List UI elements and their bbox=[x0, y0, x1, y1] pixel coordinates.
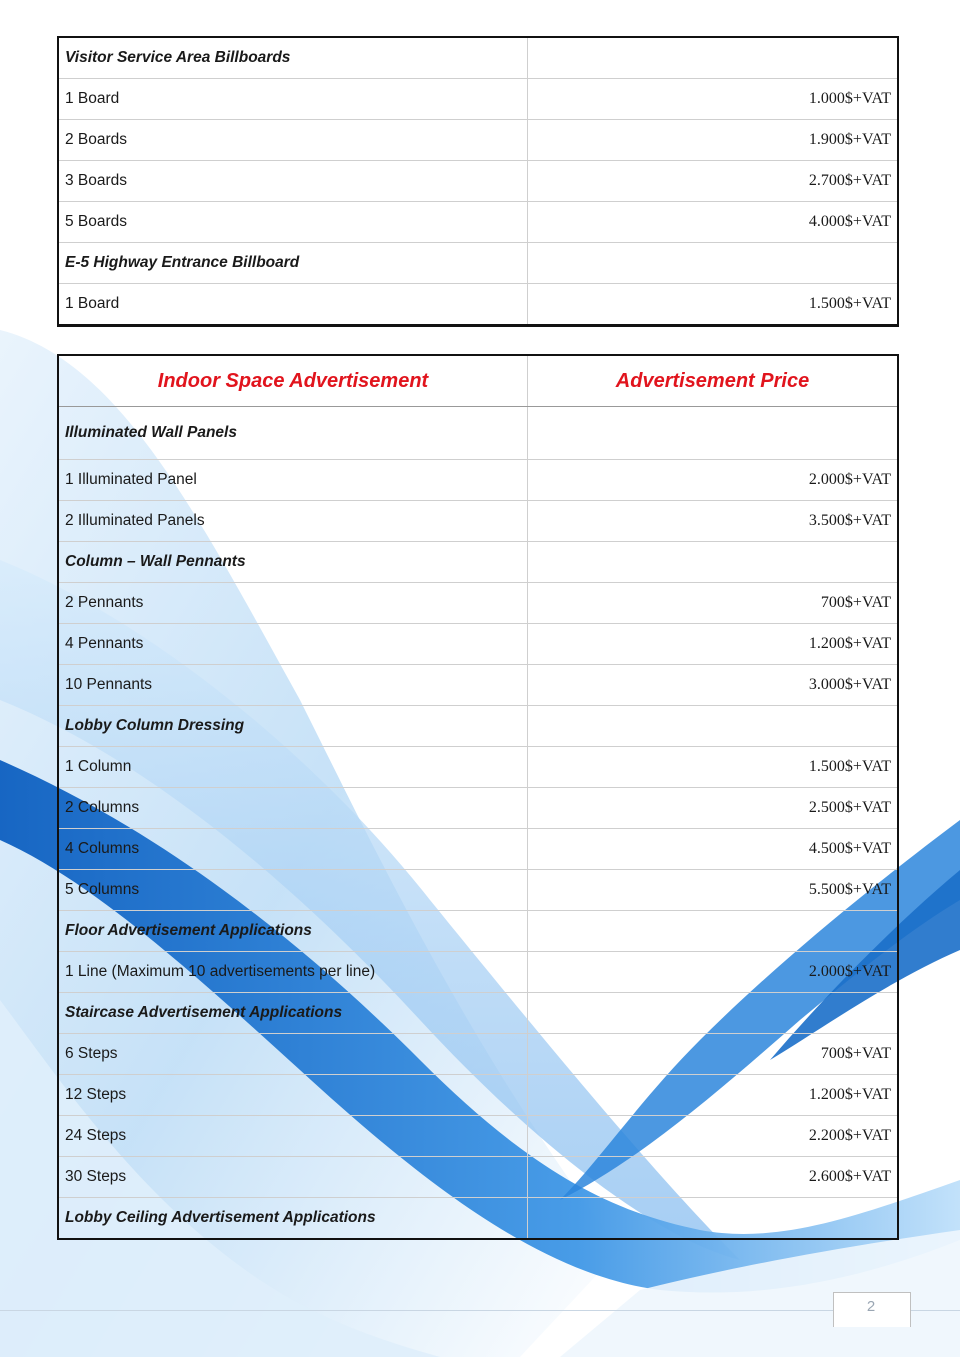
page-number: 2 bbox=[866, 1298, 876, 1315]
category-label: Column – Wall Pennants bbox=[58, 542, 528, 583]
item-label: 6 Steps bbox=[58, 1034, 528, 1075]
item-label: 30 Steps bbox=[58, 1157, 528, 1198]
footer-rule bbox=[0, 1310, 960, 1311]
item-label: 4 Pennants bbox=[58, 624, 528, 665]
column-header-price: Advertisement Price bbox=[528, 355, 899, 407]
price-cell bbox=[528, 407, 899, 460]
item-label: 1 Board bbox=[58, 284, 528, 326]
price-cell: 5.500$+VAT bbox=[528, 870, 899, 911]
category-label: Lobby Column Dressing bbox=[58, 706, 528, 747]
table-row bbox=[58, 37, 898, 79]
table-row bbox=[58, 1157, 898, 1198]
item-label: 24 Steps bbox=[58, 1116, 528, 1157]
table-row bbox=[58, 665, 898, 706]
price-cell bbox=[528, 1198, 899, 1240]
table-row bbox=[58, 583, 898, 624]
category-label: Lobby Ceiling Advertisement Applications bbox=[58, 1198, 528, 1240]
item-label: 2 Columns bbox=[58, 788, 528, 829]
price-cell: 1.500$+VAT bbox=[528, 747, 899, 788]
price-cell: 1.900$+VAT bbox=[528, 120, 899, 161]
price-cell: 2.500$+VAT bbox=[528, 788, 899, 829]
table-row bbox=[58, 870, 898, 911]
table-row bbox=[58, 624, 898, 665]
table-row bbox=[58, 993, 898, 1034]
item-label: 1 Board bbox=[58, 79, 528, 120]
table-row bbox=[58, 202, 898, 243]
category-label: Visitor Service Area Billboards bbox=[58, 37, 528, 79]
item-label: 10 Pennants bbox=[58, 665, 528, 706]
price-cell: 700$+VAT bbox=[528, 583, 899, 624]
table-row bbox=[58, 243, 898, 284]
price-cell: 2.000$+VAT bbox=[528, 952, 899, 993]
price-cell bbox=[528, 706, 899, 747]
item-label: 1 Column bbox=[58, 747, 528, 788]
table-row bbox=[58, 542, 898, 583]
table-row bbox=[58, 284, 898, 326]
table-row bbox=[58, 407, 898, 460]
category-label: Illuminated Wall Panels bbox=[58, 407, 528, 460]
item-label: 5 Columns bbox=[58, 870, 528, 911]
table-row bbox=[58, 161, 898, 202]
price-cell bbox=[528, 37, 899, 79]
item-label: 5 Boards bbox=[58, 202, 528, 243]
item-label: 2 Illuminated Panels bbox=[58, 501, 528, 542]
item-label: 2 Pennants bbox=[58, 583, 528, 624]
category-label: Floor Advertisement Applications bbox=[58, 911, 528, 952]
price-cell: 1.200$+VAT bbox=[528, 624, 899, 665]
price-cell: 2.600$+VAT bbox=[528, 1157, 899, 1198]
table-row bbox=[58, 79, 898, 120]
table-row bbox=[58, 1075, 898, 1116]
price-cell bbox=[528, 911, 899, 952]
item-label: 12 Steps bbox=[58, 1075, 528, 1116]
price-cell: 3.000$+VAT bbox=[528, 665, 899, 706]
table-row bbox=[58, 120, 898, 161]
price-cell bbox=[528, 993, 899, 1034]
table-row bbox=[58, 460, 898, 501]
item-label: 2 Boards bbox=[58, 120, 528, 161]
price-cell: 1.200$+VAT bbox=[528, 1075, 899, 1116]
price-cell: 1.500$+VAT bbox=[528, 284, 899, 326]
item-label: 1 Illuminated Panel bbox=[58, 460, 528, 501]
price-cell: 2.200$+VAT bbox=[528, 1116, 899, 1157]
item-label: 3 Boards bbox=[58, 161, 528, 202]
price-cell: 4.000$+VAT bbox=[528, 202, 899, 243]
billboard-price-table bbox=[57, 36, 899, 327]
item-label: 4 Columns bbox=[58, 829, 528, 870]
price-cell bbox=[528, 243, 899, 284]
price-cell: 4.500$+VAT bbox=[528, 829, 899, 870]
table-row bbox=[58, 829, 898, 870]
category-label: Staircase Advertisement Applications bbox=[58, 993, 528, 1034]
table-row bbox=[58, 747, 898, 788]
table-row bbox=[58, 1116, 898, 1157]
table-row bbox=[58, 788, 898, 829]
price-cell: 3.500$+VAT bbox=[528, 501, 899, 542]
column-header-item: Indoor Space Advertisement bbox=[58, 355, 528, 407]
category-label: E-5 Highway Entrance Billboard bbox=[58, 243, 528, 284]
table-row bbox=[58, 911, 898, 952]
table-row bbox=[58, 501, 898, 542]
price-cell: 1.000$+VAT bbox=[528, 79, 899, 120]
price-cell: 700$+VAT bbox=[528, 1034, 899, 1075]
table-row bbox=[58, 952, 898, 993]
indoor-advertisement-price-table bbox=[57, 354, 899, 1240]
table-header-row bbox=[58, 355, 898, 407]
item-label: 1 Line (Maximum 10 advertisements per line) bbox=[58, 952, 528, 993]
price-cell bbox=[528, 542, 899, 583]
table-row bbox=[58, 1198, 898, 1240]
price-cell: 2.700$+VAT bbox=[528, 161, 899, 202]
table-row bbox=[58, 706, 898, 747]
table-row bbox=[58, 1034, 898, 1075]
price-cell: 2.000$+VAT bbox=[528, 460, 899, 501]
